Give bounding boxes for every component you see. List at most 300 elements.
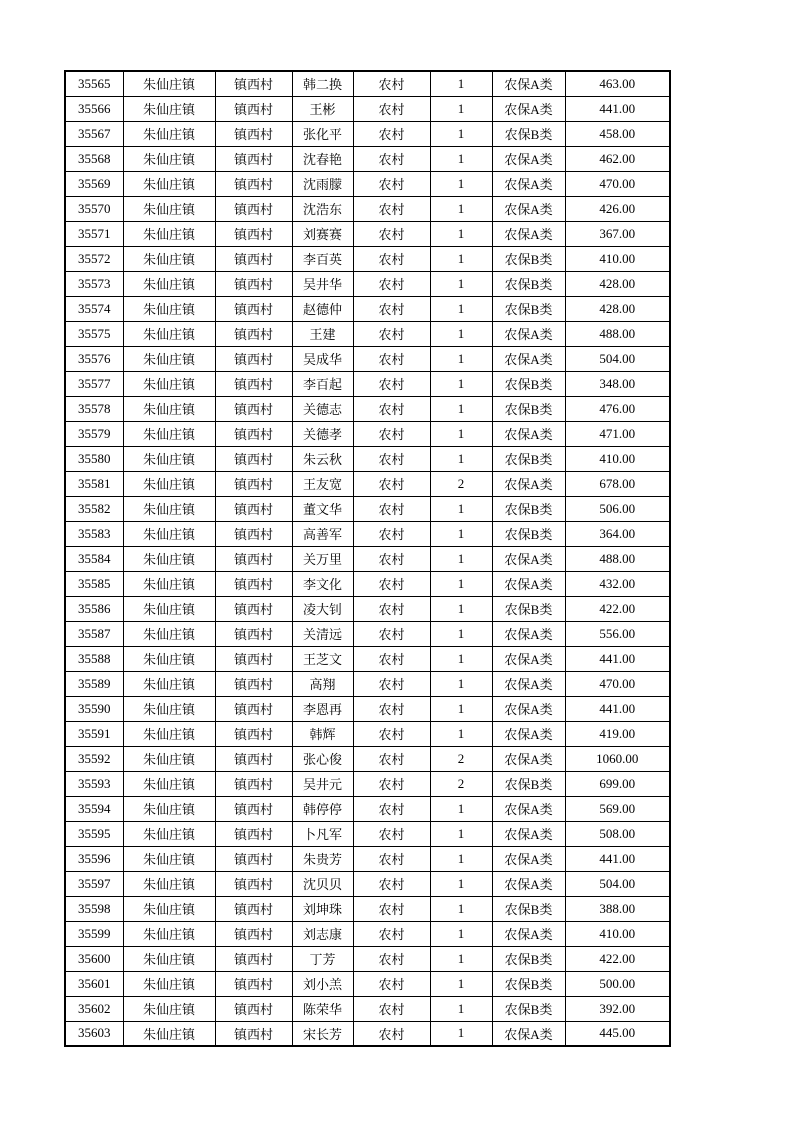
cell-count: 2	[430, 771, 492, 796]
cell-category: 农保A类	[492, 96, 565, 121]
cell-amount: 470.00	[565, 171, 670, 196]
table-row	[65, 421, 670, 446]
cell-village: 镇西村	[215, 621, 292, 646]
table-row	[65, 1021, 670, 1046]
cell-name: 丁芳	[292, 946, 353, 971]
cell-town: 朱仙庄镇	[123, 971, 215, 996]
table-row	[65, 996, 670, 1021]
cell-village: 镇西村	[215, 271, 292, 296]
cell-town: 朱仙庄镇	[123, 346, 215, 371]
cell-town: 朱仙庄镇	[123, 471, 215, 496]
cell-name: 吴井元	[292, 771, 353, 796]
cell-village: 镇西村	[215, 171, 292, 196]
cell-name: 关德志	[292, 396, 353, 421]
cell-village: 镇西村	[215, 921, 292, 946]
cell-name: 沈春艳	[292, 146, 353, 171]
cell-count: 1	[430, 696, 492, 721]
cell-category: 农保B类	[492, 996, 565, 1021]
table-row	[65, 471, 670, 496]
cell-amount: 504.00	[565, 346, 670, 371]
table-row	[65, 571, 670, 596]
cell-town: 朱仙庄镇	[123, 396, 215, 421]
cell-type: 农村	[353, 196, 430, 221]
pension-records-table	[64, 70, 671, 1047]
cell-village: 镇西村	[215, 571, 292, 596]
cell-town: 朱仙庄镇	[123, 121, 215, 146]
cell-amount: 422.00	[565, 596, 670, 621]
cell-category: 农保B类	[492, 371, 565, 396]
cell-town: 朱仙庄镇	[123, 96, 215, 121]
cell-id: 35594	[65, 796, 123, 821]
cell-town: 朱仙庄镇	[123, 321, 215, 346]
table-row	[65, 446, 670, 471]
cell-amount: 556.00	[565, 621, 670, 646]
table-row	[65, 221, 670, 246]
cell-count: 1	[430, 846, 492, 871]
cell-id: 35590	[65, 696, 123, 721]
cell-amount: 419.00	[565, 721, 670, 746]
cell-count: 1	[430, 546, 492, 571]
cell-count: 1	[430, 146, 492, 171]
cell-amount: 488.00	[565, 321, 670, 346]
cell-category: 农保B类	[492, 446, 565, 471]
cell-village: 镇西村	[215, 296, 292, 321]
cell-id: 35592	[65, 746, 123, 771]
table-row	[65, 896, 670, 921]
cell-id: 35595	[65, 821, 123, 846]
cell-id: 35575	[65, 321, 123, 346]
cell-id: 35567	[65, 121, 123, 146]
cell-town: 朱仙庄镇	[123, 596, 215, 621]
records-table-body	[65, 71, 670, 1046]
cell-id: 35568	[65, 146, 123, 171]
cell-count: 1	[430, 171, 492, 196]
cell-category: 农保B类	[492, 121, 565, 146]
cell-category: 农保A类	[492, 871, 565, 896]
cell-count: 1	[430, 296, 492, 321]
cell-count: 1	[430, 896, 492, 921]
cell-type: 农村	[353, 221, 430, 246]
cell-id: 35585	[65, 571, 123, 596]
cell-type: 农村	[353, 896, 430, 921]
cell-type: 农村	[353, 871, 430, 896]
cell-name: 李百起	[292, 371, 353, 396]
table-row	[65, 596, 670, 621]
cell-name: 陈荣华	[292, 996, 353, 1021]
cell-town: 朱仙庄镇	[123, 946, 215, 971]
cell-name: 刘赛赛	[292, 221, 353, 246]
table-row	[65, 121, 670, 146]
cell-count: 1	[430, 496, 492, 521]
cell-name: 张心俊	[292, 746, 353, 771]
cell-category: 农保A类	[492, 796, 565, 821]
cell-type: 农村	[353, 546, 430, 571]
cell-category: 农保B类	[492, 246, 565, 271]
table-row	[65, 771, 670, 796]
cell-type: 农村	[353, 421, 430, 446]
cell-count: 1	[430, 346, 492, 371]
cell-amount: 441.00	[565, 846, 670, 871]
cell-id: 35572	[65, 246, 123, 271]
cell-town: 朱仙庄镇	[123, 71, 215, 96]
cell-amount: 504.00	[565, 871, 670, 896]
cell-type: 农村	[353, 346, 430, 371]
cell-id: 35583	[65, 521, 123, 546]
table-row	[65, 846, 670, 871]
cell-village: 镇西村	[215, 671, 292, 696]
cell-name: 高善军	[292, 521, 353, 546]
cell-type: 农村	[353, 771, 430, 796]
cell-count: 1	[430, 371, 492, 396]
cell-name: 赵德仲	[292, 296, 353, 321]
cell-category: 农保A类	[492, 646, 565, 671]
cell-village: 镇西村	[215, 696, 292, 721]
cell-name: 吴井华	[292, 271, 353, 296]
cell-count: 1	[430, 571, 492, 596]
table-row	[65, 946, 670, 971]
cell-count: 1	[430, 246, 492, 271]
cell-type: 农村	[353, 121, 430, 146]
cell-village: 镇西村	[215, 846, 292, 871]
table-row	[65, 621, 670, 646]
cell-count: 1	[430, 996, 492, 1021]
cell-id: 35570	[65, 196, 123, 221]
cell-name: 关清远	[292, 621, 353, 646]
cell-count: 1	[430, 196, 492, 221]
cell-name: 凌大钊	[292, 596, 353, 621]
cell-type: 农村	[353, 971, 430, 996]
cell-id: 35579	[65, 421, 123, 446]
cell-id: 35566	[65, 96, 123, 121]
cell-count: 1	[430, 646, 492, 671]
cell-id: 35580	[65, 446, 123, 471]
cell-count: 1	[430, 1021, 492, 1046]
cell-category: 农保B类	[492, 896, 565, 921]
table-row	[65, 296, 670, 321]
cell-town: 朱仙庄镇	[123, 996, 215, 1021]
table-row	[65, 196, 670, 221]
cell-village: 镇西村	[215, 221, 292, 246]
cell-count: 1	[430, 921, 492, 946]
table-row	[65, 346, 670, 371]
cell-category: 农保B类	[492, 946, 565, 971]
cell-name: 李恩再	[292, 696, 353, 721]
table-row	[65, 921, 670, 946]
cell-id: 35593	[65, 771, 123, 796]
cell-count: 1	[430, 71, 492, 96]
cell-village: 镇西村	[215, 371, 292, 396]
cell-amount: 488.00	[565, 546, 670, 571]
cell-category: 农保B类	[492, 396, 565, 421]
cell-id: 35574	[65, 296, 123, 321]
cell-village: 镇西村	[215, 496, 292, 521]
cell-id: 35578	[65, 396, 123, 421]
cell-type: 农村	[353, 246, 430, 271]
cell-name: 李百英	[292, 246, 353, 271]
cell-type: 农村	[353, 646, 430, 671]
cell-village: 镇西村	[215, 121, 292, 146]
cell-amount: 426.00	[565, 196, 670, 221]
cell-town: 朱仙庄镇	[123, 296, 215, 321]
cell-town: 朱仙庄镇	[123, 821, 215, 846]
table-row	[65, 271, 670, 296]
cell-name: 董文华	[292, 496, 353, 521]
table-row	[65, 971, 670, 996]
cell-town: 朱仙庄镇	[123, 621, 215, 646]
table-row	[65, 696, 670, 721]
cell-id: 35587	[65, 621, 123, 646]
cell-count: 1	[430, 421, 492, 446]
table-row	[65, 396, 670, 421]
cell-name: 卜凡军	[292, 821, 353, 846]
cell-type: 农村	[353, 696, 430, 721]
cell-count: 1	[430, 121, 492, 146]
cell-category: 农保A类	[492, 321, 565, 346]
table-row	[65, 671, 670, 696]
table-row	[65, 796, 670, 821]
cell-count: 1	[430, 671, 492, 696]
cell-category: 农保A类	[492, 146, 565, 171]
cell-village: 镇西村	[215, 471, 292, 496]
cell-type: 农村	[353, 171, 430, 196]
table-row	[65, 646, 670, 671]
table-row	[65, 146, 670, 171]
cell-category: 农保A类	[492, 171, 565, 196]
cell-town: 朱仙庄镇	[123, 571, 215, 596]
cell-count: 1	[430, 621, 492, 646]
table-row	[65, 496, 670, 521]
cell-town: 朱仙庄镇	[123, 446, 215, 471]
cell-town: 朱仙庄镇	[123, 846, 215, 871]
cell-amount: 463.00	[565, 71, 670, 96]
cell-id: 35598	[65, 896, 123, 921]
cell-amount: 428.00	[565, 296, 670, 321]
cell-type: 农村	[353, 321, 430, 346]
cell-category: 农保B类	[492, 271, 565, 296]
cell-category: 农保A类	[492, 696, 565, 721]
cell-id: 35573	[65, 271, 123, 296]
cell-village: 镇西村	[215, 721, 292, 746]
cell-count: 1	[430, 321, 492, 346]
cell-village: 镇西村	[215, 871, 292, 896]
cell-village: 镇西村	[215, 546, 292, 571]
cell-town: 朱仙庄镇	[123, 421, 215, 446]
cell-town: 朱仙庄镇	[123, 771, 215, 796]
cell-village: 镇西村	[215, 146, 292, 171]
table-row	[65, 521, 670, 546]
cell-amount: 470.00	[565, 671, 670, 696]
cell-id: 35582	[65, 496, 123, 521]
cell-type: 农村	[353, 496, 430, 521]
cell-village: 镇西村	[215, 196, 292, 221]
cell-type: 农村	[353, 521, 430, 546]
cell-town: 朱仙庄镇	[123, 371, 215, 396]
cell-name: 王建	[292, 321, 353, 346]
cell-category: 农保A类	[492, 546, 565, 571]
cell-name: 王芝文	[292, 646, 353, 671]
cell-town: 朱仙庄镇	[123, 721, 215, 746]
cell-town: 朱仙庄镇	[123, 221, 215, 246]
cell-town: 朱仙庄镇	[123, 171, 215, 196]
cell-type: 农村	[353, 371, 430, 396]
cell-village: 镇西村	[215, 346, 292, 371]
cell-id: 35584	[65, 546, 123, 571]
cell-town: 朱仙庄镇	[123, 646, 215, 671]
cell-id: 35569	[65, 171, 123, 196]
cell-amount: 471.00	[565, 421, 670, 446]
cell-category: 农保A类	[492, 621, 565, 646]
cell-id: 35600	[65, 946, 123, 971]
cell-village: 镇西村	[215, 96, 292, 121]
cell-count: 1	[430, 271, 492, 296]
cell-village: 镇西村	[215, 246, 292, 271]
cell-id: 35577	[65, 371, 123, 396]
cell-amount: 410.00	[565, 446, 670, 471]
cell-village: 镇西村	[215, 596, 292, 621]
cell-type: 农村	[353, 571, 430, 596]
cell-amount: 458.00	[565, 121, 670, 146]
table-row	[65, 171, 670, 196]
cell-name: 高翔	[292, 671, 353, 696]
cell-id: 35588	[65, 646, 123, 671]
cell-amount: 410.00	[565, 921, 670, 946]
table-row	[65, 371, 670, 396]
cell-count: 2	[430, 746, 492, 771]
cell-town: 朱仙庄镇	[123, 871, 215, 896]
cell-name: 韩二换	[292, 71, 353, 96]
cell-count: 1	[430, 871, 492, 896]
cell-amount: 422.00	[565, 946, 670, 971]
table-row	[65, 721, 670, 746]
cell-amount: 1060.00	[565, 746, 670, 771]
cell-amount: 367.00	[565, 221, 670, 246]
cell-name: 朱贵芳	[292, 846, 353, 871]
cell-type: 农村	[353, 746, 430, 771]
cell-type: 农村	[353, 446, 430, 471]
cell-amount: 445.00	[565, 1021, 670, 1046]
cell-type: 农村	[353, 846, 430, 871]
cell-amount: 678.00	[565, 471, 670, 496]
cell-amount: 500.00	[565, 971, 670, 996]
cell-amount: 410.00	[565, 246, 670, 271]
cell-category: 农保A类	[492, 196, 565, 221]
cell-amount: 432.00	[565, 571, 670, 596]
cell-category: 农保A类	[492, 721, 565, 746]
cell-id: 35597	[65, 871, 123, 896]
cell-type: 农村	[353, 396, 430, 421]
cell-count: 1	[430, 221, 492, 246]
cell-town: 朱仙庄镇	[123, 896, 215, 921]
cell-category: 农保A类	[492, 671, 565, 696]
cell-village: 镇西村	[215, 896, 292, 921]
cell-type: 农村	[353, 671, 430, 696]
cell-category: 农保A类	[492, 821, 565, 846]
cell-amount: 441.00	[565, 696, 670, 721]
cell-name: 吴成华	[292, 346, 353, 371]
cell-category: 农保A类	[492, 421, 565, 446]
cell-id: 35601	[65, 971, 123, 996]
cell-count: 1	[430, 971, 492, 996]
cell-village: 镇西村	[215, 946, 292, 971]
cell-town: 朱仙庄镇	[123, 196, 215, 221]
cell-type: 农村	[353, 596, 430, 621]
cell-amount: 441.00	[565, 646, 670, 671]
cell-name: 宋长芳	[292, 1021, 353, 1046]
cell-amount: 699.00	[565, 771, 670, 796]
cell-town: 朱仙庄镇	[123, 796, 215, 821]
cell-village: 镇西村	[215, 646, 292, 671]
cell-village: 镇西村	[215, 321, 292, 346]
cell-village: 镇西村	[215, 971, 292, 996]
cell-category: 农保B类	[492, 296, 565, 321]
cell-name: 关万里	[292, 546, 353, 571]
table-row	[65, 96, 670, 121]
cell-name: 王彬	[292, 96, 353, 121]
cell-id: 35576	[65, 346, 123, 371]
cell-name: 李文化	[292, 571, 353, 596]
cell-name: 张化平	[292, 121, 353, 146]
cell-type: 农村	[353, 621, 430, 646]
cell-id: 35596	[65, 846, 123, 871]
cell-town: 朱仙庄镇	[123, 1021, 215, 1046]
cell-category: 农保A类	[492, 71, 565, 96]
cell-name: 韩辉	[292, 721, 353, 746]
cell-village: 镇西村	[215, 446, 292, 471]
cell-count: 2	[430, 471, 492, 496]
cell-village: 镇西村	[215, 71, 292, 96]
cell-count: 1	[430, 821, 492, 846]
cell-type: 农村	[353, 71, 430, 96]
cell-amount: 388.00	[565, 896, 670, 921]
cell-name: 韩停停	[292, 796, 353, 821]
table-row	[65, 246, 670, 271]
cell-town: 朱仙庄镇	[123, 146, 215, 171]
cell-name: 刘坤珠	[292, 896, 353, 921]
cell-category: 农保B类	[492, 771, 565, 796]
cell-amount: 364.00	[565, 521, 670, 546]
cell-category: 农保A类	[492, 221, 565, 246]
cell-village: 镇西村	[215, 996, 292, 1021]
table-row	[65, 821, 670, 846]
cell-village: 镇西村	[215, 746, 292, 771]
cell-category: 农保B类	[492, 496, 565, 521]
cell-id: 35599	[65, 921, 123, 946]
cell-town: 朱仙庄镇	[123, 746, 215, 771]
cell-id: 35571	[65, 221, 123, 246]
cell-type: 农村	[353, 921, 430, 946]
table-row	[65, 871, 670, 896]
cell-town: 朱仙庄镇	[123, 271, 215, 296]
cell-count: 1	[430, 521, 492, 546]
cell-town: 朱仙庄镇	[123, 696, 215, 721]
cell-id: 35603	[65, 1021, 123, 1046]
cell-category: 农保B类	[492, 596, 565, 621]
cell-id: 35586	[65, 596, 123, 621]
cell-type: 农村	[353, 821, 430, 846]
cell-id: 35581	[65, 471, 123, 496]
cell-type: 农村	[353, 1021, 430, 1046]
cell-amount: 569.00	[565, 796, 670, 821]
cell-town: 朱仙庄镇	[123, 246, 215, 271]
table-row	[65, 71, 670, 96]
cell-amount: 348.00	[565, 371, 670, 396]
table-row	[65, 746, 670, 771]
cell-name: 关德孝	[292, 421, 353, 446]
cell-name: 沈雨朦	[292, 171, 353, 196]
cell-type: 农村	[353, 96, 430, 121]
cell-id: 35565	[65, 71, 123, 96]
table-row	[65, 321, 670, 346]
